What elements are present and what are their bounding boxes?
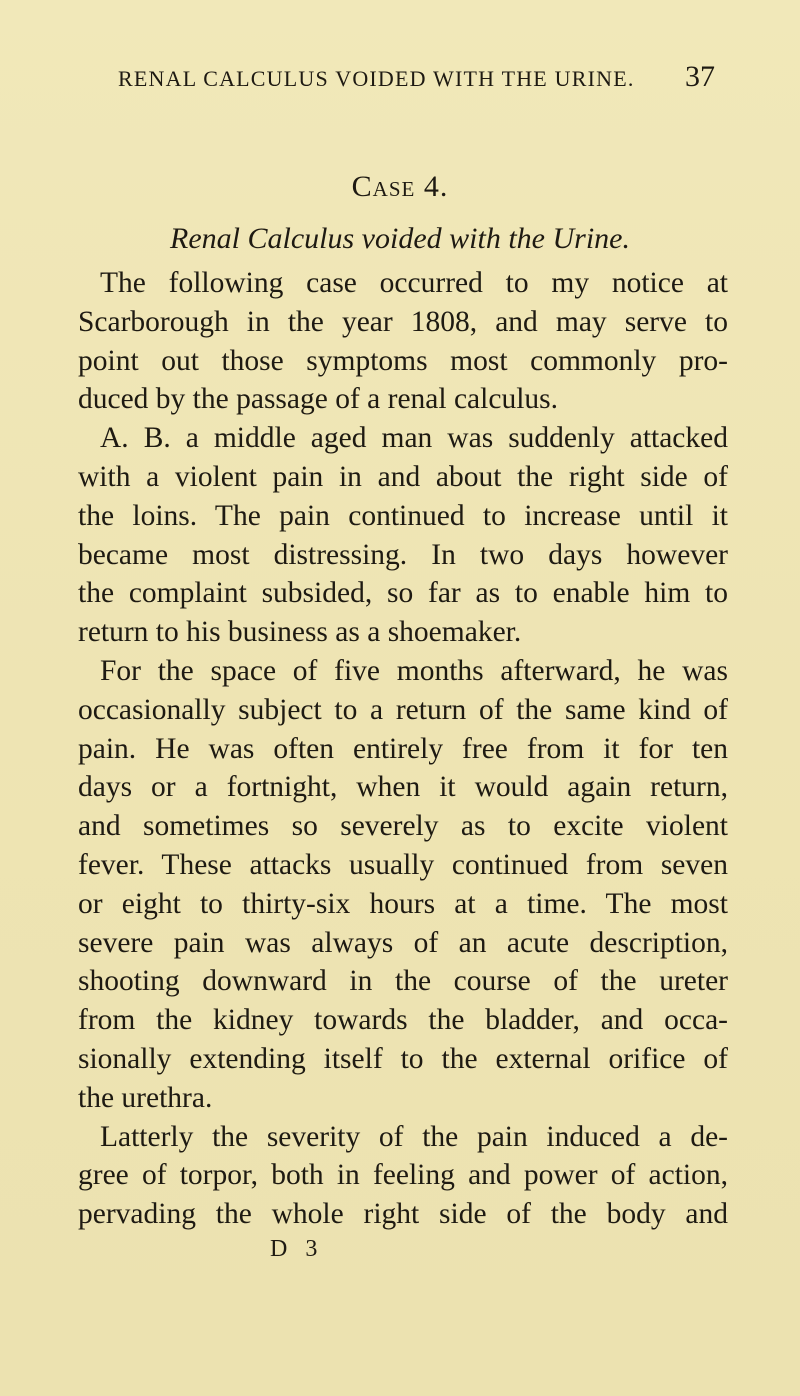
text-line: For the space of five months afterward, he was xyxy=(100,654,728,687)
text-line: the loins. The pain continued to increase until it xyxy=(78,499,728,532)
text-line: return to his business as a shoemaker. xyxy=(78,616,522,649)
body-text xyxy=(78,264,728,1234)
running-title: RENAL CALCULUS VOIDED WITH THE URINE. xyxy=(118,66,635,91)
case-heading: Case 4. xyxy=(351,170,449,203)
text-line: or eight to thirty-six hours at a time. The most xyxy=(78,887,728,920)
text-line: and sometimes so severely as to excite violent xyxy=(78,810,728,843)
text-line: the urethra. xyxy=(78,1081,213,1114)
page-number: 37 xyxy=(685,60,715,93)
signature-mark: D 3 xyxy=(270,1236,324,1262)
text-line: gree of torpor, both in feeling and power of action, xyxy=(78,1159,728,1192)
text-line: point out those symptoms most commonly pro- xyxy=(78,344,728,377)
text-line: days or a fortnight, when it would again return, xyxy=(78,771,728,804)
text-line: occasionally subject to a return of the same kind of xyxy=(78,693,728,726)
case-subtitle: Renal Calculus voided with the Urine. xyxy=(170,222,630,255)
text-line: with a violent pain in and about the right side of xyxy=(78,460,728,493)
text-line: A. B. a middle aged man was suddenly attacked xyxy=(100,422,728,455)
text-line: pain. He was often entirely free from it for ten xyxy=(78,732,728,765)
text-line: the complaint subsided, so far as to enable him to xyxy=(78,577,728,610)
text-line: pervading the whole right side of the body and xyxy=(78,1198,728,1231)
text-line: The following case occurred to my notice at xyxy=(100,267,728,299)
text-line: Latterly the severity of the pain induced a de- xyxy=(100,1120,728,1153)
text-line: from the kidney towards the bladder, and occa- xyxy=(78,1004,728,1037)
text-line: duced by the passage of a renal calculus. xyxy=(78,383,558,416)
text-line: sionally extending itself to the external orifice of xyxy=(78,1042,728,1075)
text-line: severe pain was always of an acute description, xyxy=(78,926,728,959)
text-line: Scarborough in the year 1808, and may serve to xyxy=(78,305,728,338)
text-line: became most distressing. In two days however xyxy=(78,538,728,571)
text-line: shooting downward in the course of the ureter xyxy=(78,965,728,998)
text-line: fever. These attacks usually continued from seven xyxy=(78,848,728,881)
